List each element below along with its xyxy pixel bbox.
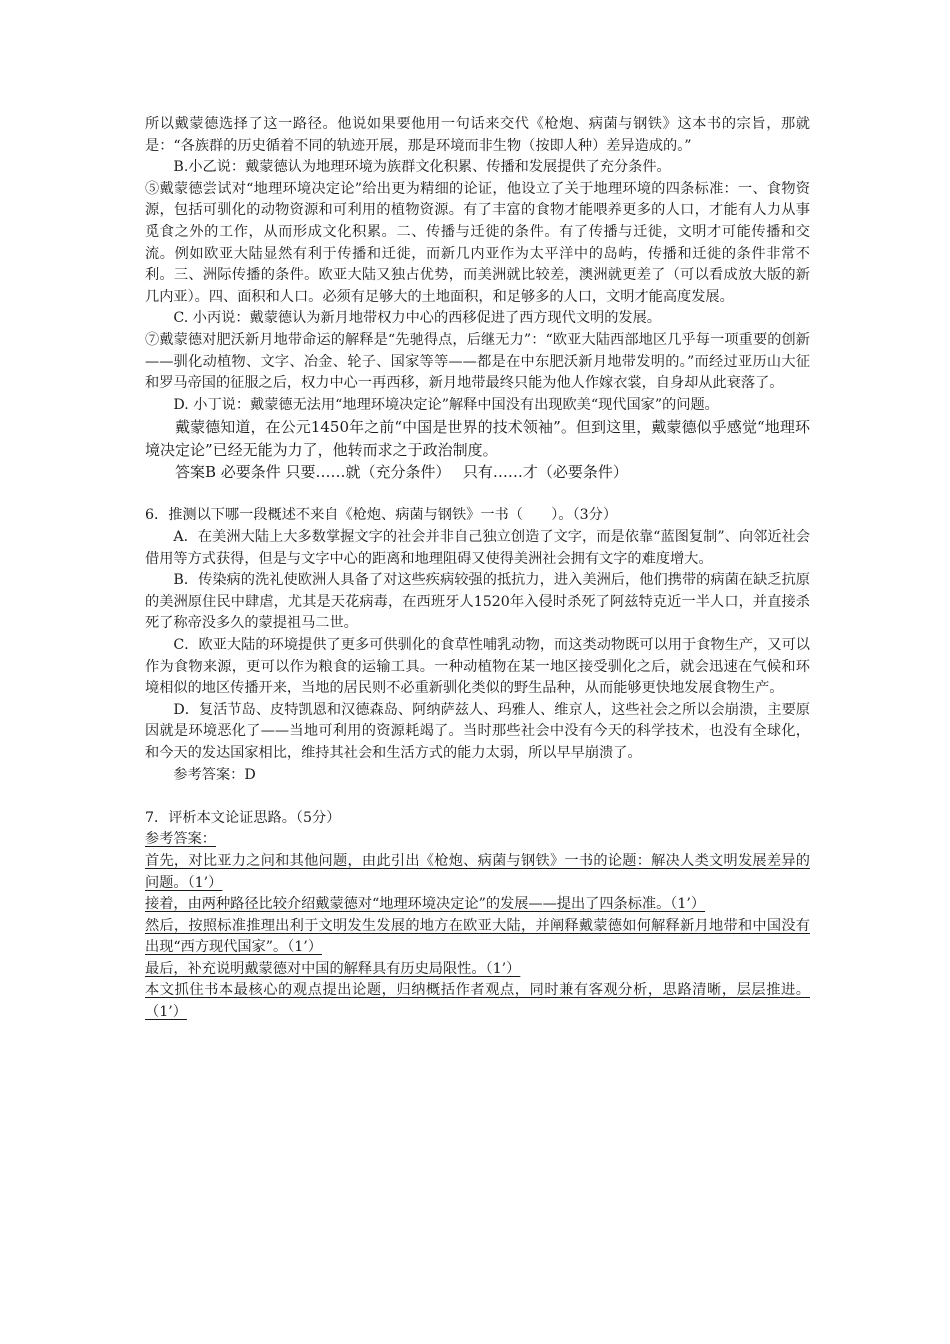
q7-reference-label: 参考答案： [145, 831, 216, 848]
q7-line-4: 最后，补充说明戴蒙德对中国的解释具有历史局限性。（1’） [145, 960, 521, 977]
document-page [145, 114, 810, 1024]
paragraph-intro: 所以戴蒙德选择了这一路径。他说如果要他用一句话来交代《枪炮、病菌与钢铁》这本书的宗旨，那就是：“各族群的历史循着不同的轨迹开展，那是环境而非生物（按即人种）差异造成的。” [145, 116, 810, 154]
paragraph-5: ⑤戴蒙德尝试对“地理环境决定论”给出更为精细的论证，他设立了关于地理环境的四条标准：一、食物资源，包括可驯化的动物资源和可利用的植物资源。有了丰富的食物才能喂养更多的人口，才能有人力从事觅食之外的工作，从而形成文化积累。二、传播与迁徙的条件。有了传播与迁徙，文明才可能传播和交流。例如欧亚大陆显然有利于传播和迁徙，而新几内亚作为太平洋中的岛屿，传播和迁徙的条件非常不利。三、洲际传播的条件。欧亚大陆又独占优势，而美洲就比较差，澳洲就更差了（可以看成放大版的新几内亚）。四、面积和人口。必须有足够大的土地面积，和足够多的人口，文明才能高度发展。 [145, 180, 810, 305]
paragraph-know: 戴蒙德知道，在公元1450年之前“中国是世界的技术领袖”。但到这里，戴蒙德似乎感觉“地理环境决定论”已经无能为力了，他转而求之于政治制度。 [145, 418, 810, 459]
option-c-statement: C. 小丙说：戴蒙德认为新月地带权力中心的西移促进了西方现代文明的发展。 [173, 310, 661, 327]
option-d-statement: D. 小丁说：戴蒙德无法用“地理环境决定论”解释中国没有出现欧美“现代国家”的问题。 [173, 396, 719, 413]
q7-line-5: 本文抓住书本最核心的观点提出论题，归纳概括作者观点，同时兼有客观分析，思路清晰，层层推进。（1’） [145, 982, 810, 1021]
q6-option-c: C．欧亚大陆的环境提供了更多可供驯化的食草性哺乳动物，而这类动物既可以用于食物生产，又可以作为食物来源，更可以作为粮食的运输工具。一种动植物在某一地区接受驯化之后，就会迅速在气候和环境相似的地区传播开来，当地的居民则不必重新驯化类似的野生品种，从而能够更快地发展食物生产。 [145, 636, 810, 697]
option-b-statement: B.小乙说：戴蒙德认为地理环境为族群文化积累、传播和发展提供了充分条件。 [173, 159, 671, 176]
question-6: 6．推测以下哪一段概述不来自《枪炮、病菌与钢铁》一书（ ）。（3分） [145, 507, 618, 524]
question-7: 7．评析本文论证思路。（5分） [145, 809, 341, 826]
paragraph-7: ⑦戴蒙德对肥沃新月地带命运的解释是“先驰得点，后继无力”：“欧亚大陆西部地区几乎每一项重要的创新——驯化动植物、文字、冶金、轮子、国家等等——都是在中东肥沃新月地带发明的。”而经过亚历山大征和罗马帝国的征服之后，权力中心一再西移，新月地带最终只能为他人作嫁衣裳，自身却从此衰落了。 [145, 331, 811, 392]
spacer [145, 786, 810, 808]
q6-option-d: D．复活节岛、皮特凯恩和汉德森岛、阿纳萨兹人、玛雅人、维京人，这些社会之所以会崩溃，主要原因就是环境恶化了——当地可利用的资源耗竭了。当时那些社会中没有今天的科学技术，也没有全球化，和今天的发达国家相比，维持其社会和生活方式的能力太弱，所以早早崩溃了。 [145, 701, 810, 761]
q7-line-2: 接着，由两种路径比较介绍戴蒙德对“地理环境决定论”的发展——提出了四条标准。（1’） [145, 896, 706, 913]
q6-answer: 参考答案：D [173, 766, 256, 783]
answer-5: 答案B 必要条件 只要……就（充分条件） 只有……才（必要条件） [175, 463, 628, 482]
q6-option-a: A．在美洲大陆上大多数掌握文字的社会并非自己独立创造了文字，而是依靠“蓝图复制”、向邻近社会借用等方式获得，但是与文字中心的距离和地理阻碍又使得美洲社会拥有文字的难度增大。 [145, 529, 810, 567]
q7-line-1: 首先，对比亚力之问和其他问题，由此引出《枪炮、病菌与钢铁》一书的论题：解决人类文明发展差异的问题。（1’） [145, 852, 810, 891]
spacer [145, 484, 810, 506]
q7-line-3: 然后，按照标准推理出利于文明发生发展的地方在欧亚大陆，并阐释戴蒙德如何解释新月地带和中国没有出现“西方现代国家”。（1’） [145, 917, 810, 956]
q6-option-b: B．传染病的洗礼使欧洲人具备了对这些疾病较强的抵抗力，进入美洲后，他们携带的病菌在缺乏抗原的美洲原住民中肆虐，尤其是天花病毒，在西班牙人1520年入侵时杀死了阿兹特克近一半人口，并直接杀死了称帝没多久的蒙提祖马二世。 [145, 572, 810, 632]
